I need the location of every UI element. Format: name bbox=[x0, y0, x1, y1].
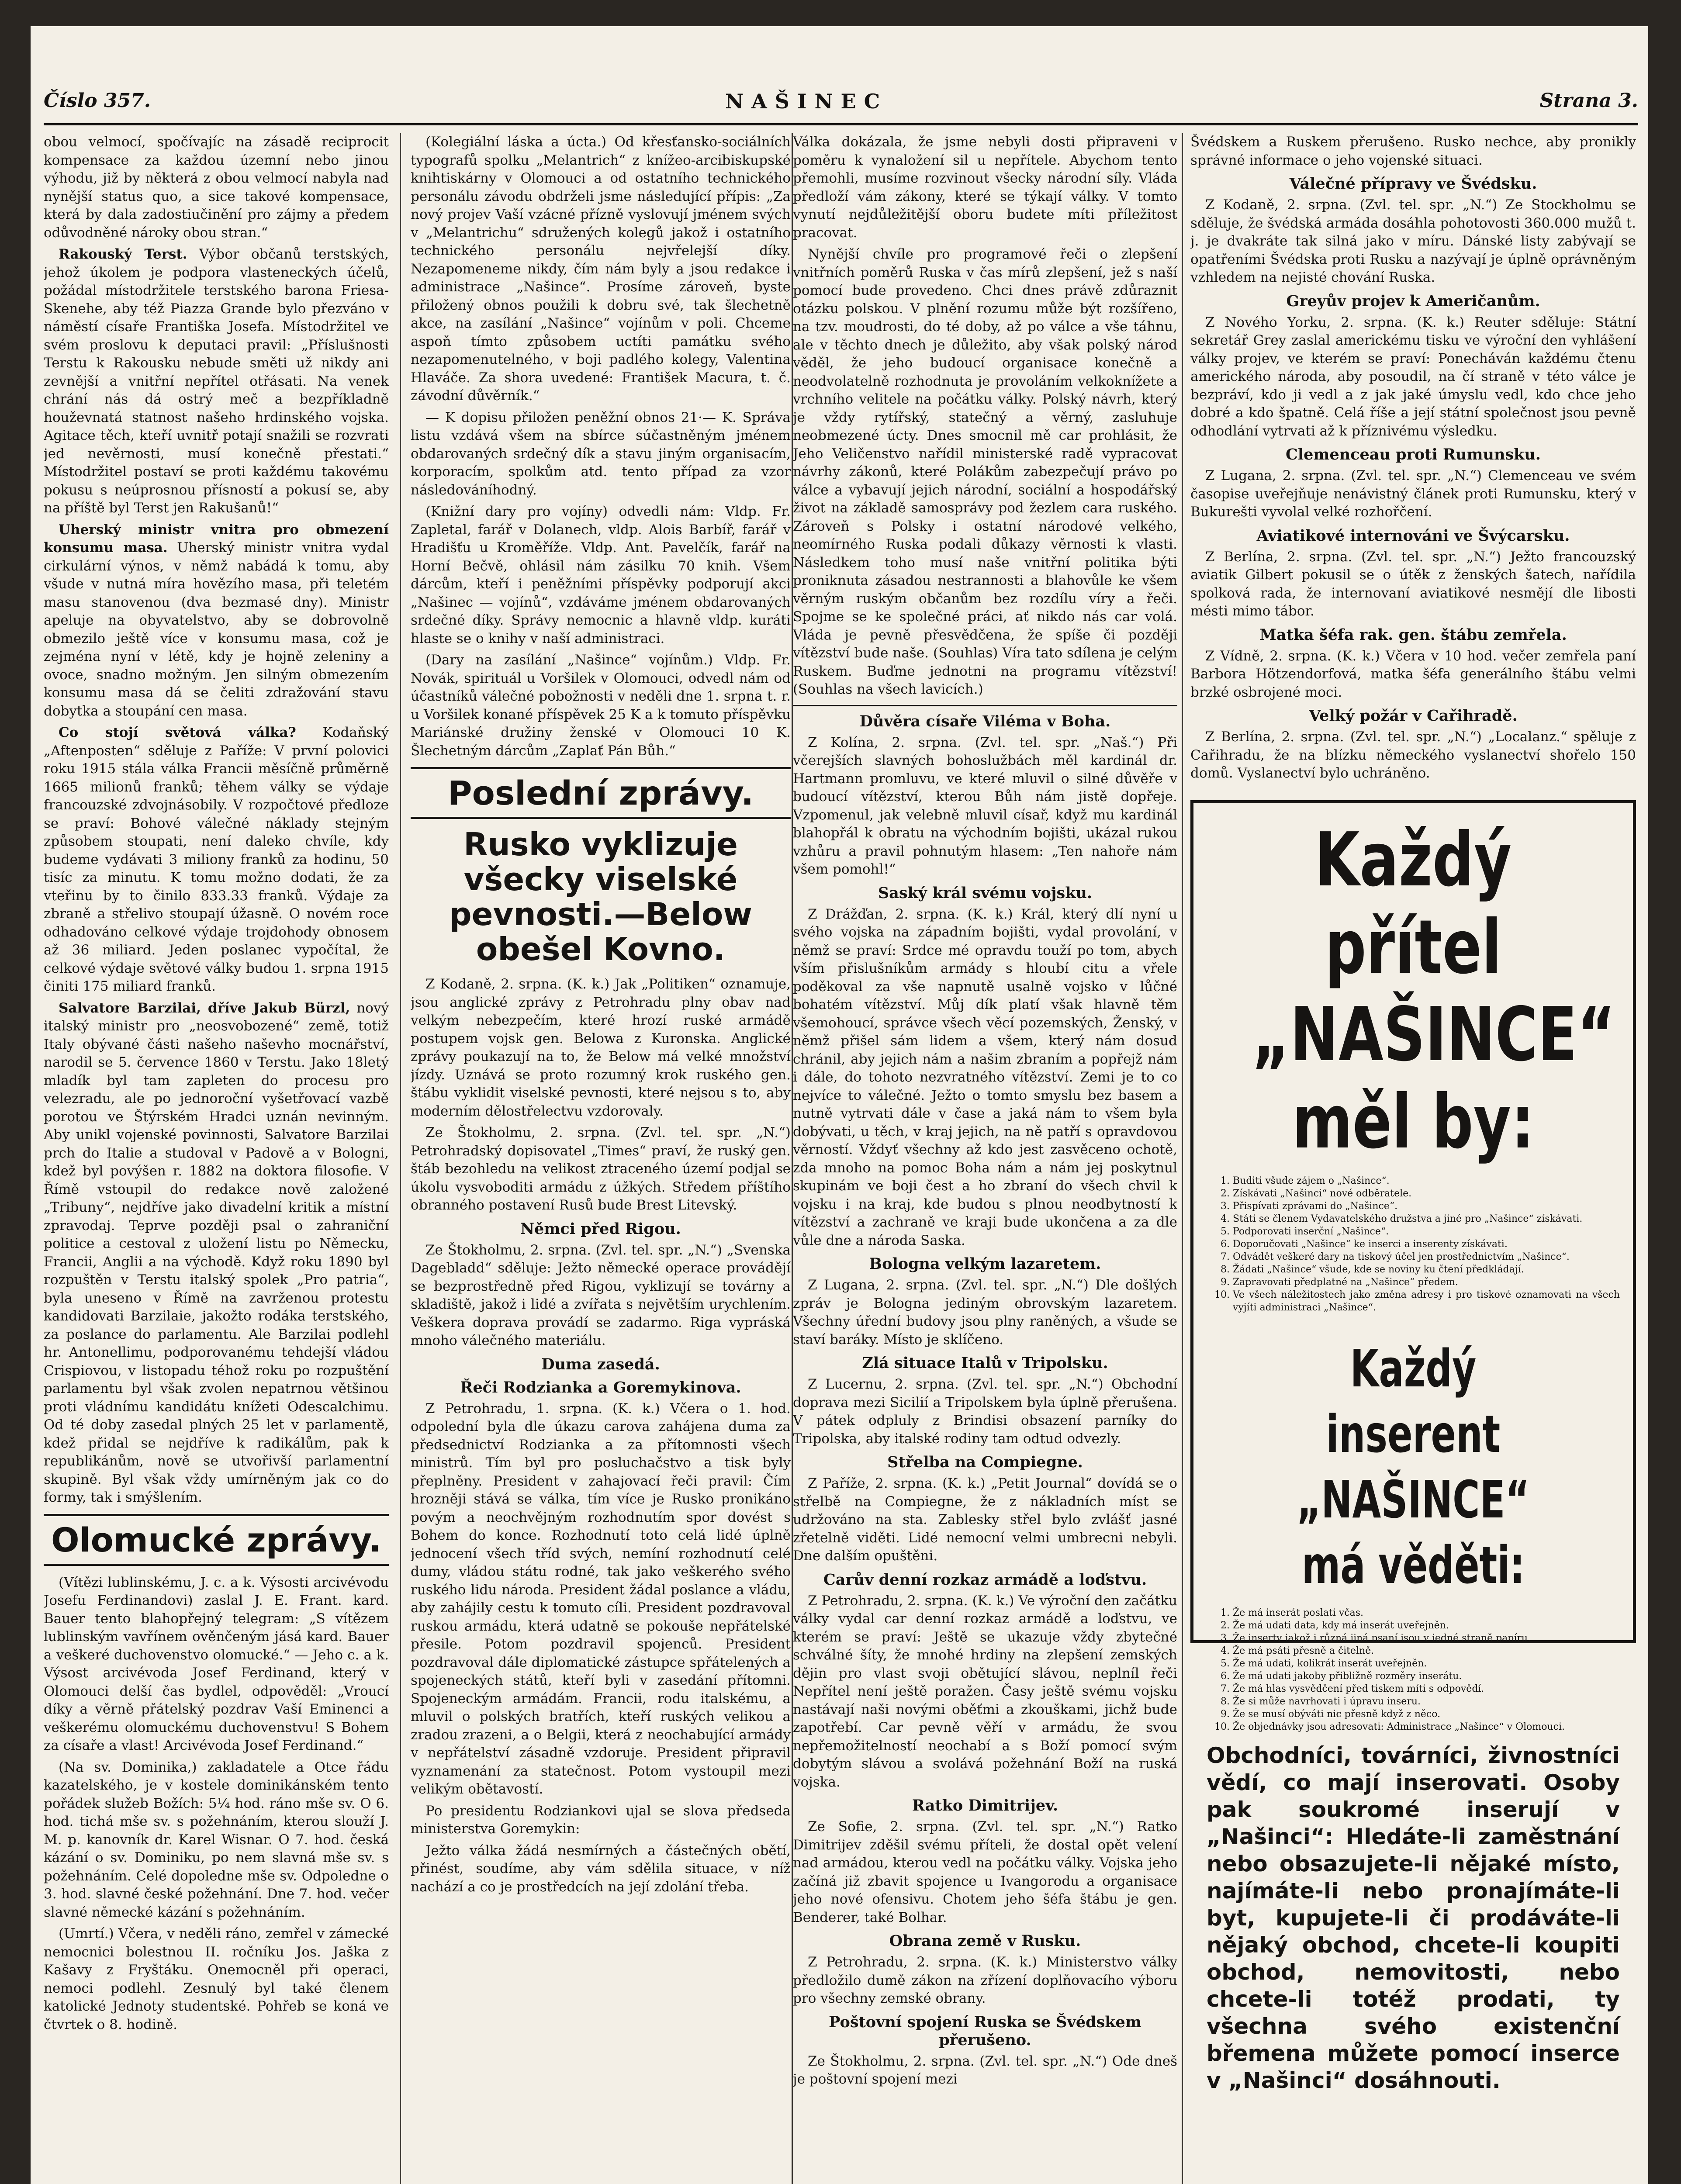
article-paragraph: (Na sv. Dominika,) zakladatele a Otce řádu kazatelského, je v kostele dominikánském tento pořádek služeb Božích: 5¼ hod. ráno mše sv. O 6. hod. tichá mše sv. s požehnáním, kterou slouží J. M. p. kanovník dr. Karel Wisnar. O 7. hod. česká kázání o sv. Dominiku, po nem slavná mše sv. s požehnáním. Celé dopoledne mše sv. Odpoledne o 3. hod. slavné české požehnání. Dne 7. hod. večer slavné německé kázání s požehnáním. bbox=[44, 1759, 389, 1920]
article-text: Uherský ministr vnitra vydal cirkulární výnos, v němž nabádá k tomu, aby všude v nutná míra hovězího masa, při teletém masu stanovenou (dva bezmasé dny). Ministr apeluje na obyvatelstvo, aby se dobrovolně obmezilo ještě více v konsumu masa, což je zejména nyní v létě, kdy je hojně zeleniny a ovoce, snadno možným. Jen silným obmezením konsumu masa dá se čeliti zdražování stavu dobytka a stoupání cen masa. bbox=[44, 540, 389, 719]
page-number: Strana 3. bbox=[1539, 90, 1638, 112]
article-heading: Uherský ministr vnitra pro obmezení konsumu masa. bbox=[44, 522, 389, 556]
article-paragraph bbox=[44, 999, 389, 1507]
article-paragraph: Z Paříže, 2. srpna. (K. k.) „Petit Journal“ dovídá se o střelbě na Compiegne, že z nákladních míst se udržováno na sta. Zablesky střel bylo zvlášť jasné zřetelně viděti. Lidé nemocní velmi umbrecni nebyli. Dne dalším opuštěni. bbox=[793, 1476, 1177, 1564]
header-rule bbox=[44, 123, 1638, 125]
article-paragraph: Z Petrohradu, 2. srpna. (K. k.) Ministerstvo války předložilo dumě zákon na zřízení doplňovacího výboru pro všechny zemské obrany. bbox=[793, 1954, 1177, 2006]
article-paragraph: Ze Sofie, 2. srpna. (Zvl. tel. spr. „N.“) Ratko Dimitrijev zděšil svému příteli, že dostal opět velení nad armádou, kterou vedl na počátku války. Vojska jeho začíná již zbavit spojence u Ivangorodu a organisace jeho nové ofensivu. Chotem jeho šéfa štábu je gen. Benderer, také Bolhar. bbox=[793, 1819, 1177, 1925]
article-heading: Bologna velkým lazaretem. bbox=[869, 1255, 1101, 1273]
list-item: 5. Že má udati, kolikrát inserát uveřejněn. bbox=[1233, 1657, 1620, 1670]
article-paragraph: Z Nového Yorku, 2. srpna. (K. k.) Reuter sděluje: Státní sekretář Grey zaslal americkému tisku ve výroční den vyhlášení války projev, ve kterém se praví: Ponecháván každému čtenu amerického národa, aby posoudil, na čí straně v této válce je bezpráví, kdo ji vedl a z jak jaké úmyslu vedl, kdo chce jeho dobré a kdo špatně. Celá říše a její státní společnost jsou pevně odhodlání vytrvati až k příznivému výsledku. bbox=[1190, 314, 1636, 439]
article-heading: Střelba na Compiegne. bbox=[887, 1453, 1083, 1471]
article-paragraph: Válka dokázala, že jsme nebyli dosti připraveni v poměru k vynaložení sil u nepřítele. Abychom tento přemohli, musíme rozvinout všecky národní síly. Vláda předloží vám zákony, které se týkají války. V tomto vynutí nejdůležitější oboru budete míti příležitost pracovat. bbox=[793, 134, 1177, 241]
article-paragraph: Po presidentu Rodziankovi ujal se slova předseda ministerstva Goremykin: bbox=[411, 1803, 791, 1837]
article-paragraph: Z Berlína, 2. srpna. (Zvl. tel. spr. „N.“) Ježto francouzský aviatik Gilbert pokusil se o útěk z ženských šatech, nařídila spolková rada, že internovaní aviatikové nesmějí dle libosti mésti mimo tábor. bbox=[1190, 549, 1636, 619]
list-item: 2. Že má udati data, kdy má inserát uveřejněn. bbox=[1233, 1619, 1620, 1632]
article-heading: Duma zasedá. bbox=[541, 1355, 660, 1373]
article-heading: Greyův projev k Američanům. bbox=[1286, 292, 1540, 310]
article-heading: Carův denní rozkaz armádě a loďstvu. bbox=[823, 1570, 1147, 1589]
list-item: 9. Že se musí obýváti nic přesně když z něco. bbox=[1233, 1708, 1620, 1721]
article-heading: Válečné přípravy ve Švédsku. bbox=[1289, 175, 1537, 193]
article-paragraph: Z Kolína, 2. srpna. (Zvl. tel. spr. „Naš.“) Při včerejších slavných bohoslužbách měl kardinál dr. Hartmann promluvu, ve které mluvil o silné důvěře v budoucí vítězství, kterou Bůh nám jistě dopřeje. Vzpomenul, jak velebně mluvil císař, když mu kardinál blahopřál k obratu na východním bojišti, ukázal rukou vzhůru a pravil pohnutým hlasem: „Ten nahoře nám všem pomohl!“ bbox=[793, 734, 1177, 877]
headline: Rusko vyklizuje všecky viselské pevnosti.—Below obešel Kovno. bbox=[449, 826, 752, 968]
article-heading: Velký požár v Cařihradě. bbox=[1309, 707, 1518, 725]
list-item: 6. Doporučovati „Našince“ ke inserci a inserenty získávati. bbox=[1233, 1238, 1620, 1251]
list-item: 7. Že má hlas vysvědčení před tiskem míti s odpovědí. bbox=[1233, 1683, 1620, 1695]
list-item: 5. Podporovati inserční „Našince“. bbox=[1233, 1225, 1620, 1238]
ad-list bbox=[1220, 1175, 1620, 1314]
article-paragraph: Z Berlína, 2. srpna. (Zvl. tel. spr. „N.“) „Localanz.“ spěluje z Cařihradu, že na blízku německého vyslanectví shořelo 150 domů. Vyslanectví bylo uchráněno. bbox=[1190, 729, 1636, 781]
ad-body: Obchodníci, továrníci, živnostníci vědí, co mají inserovati. Osoby pak soukromé inserují v „Našinci“: Hledáte-li zaměstnání nebo obsazujete-li nějaké místo, najímáte-li nebo pronajímáte-li byt, kupujete-li či prodáváte-li nějaký obchod, chcete-li koupiti obchod, nemovitosti, nebo chcete-li totéž prodati, ty všechna svého existenční břemena můžete pomocí inserce v „Našinci“ dosáhnouti. bbox=[1207, 1742, 1620, 2093]
scan-border-top bbox=[0, 0, 1681, 26]
article-paragraph: (Dary na zasílání „Našince“ vojínům.) Vldp. Fr. Novák, spirituál u Voršilek v Olomouci, odvedl nám od účastníků válečné pobožnosti v neděli dne 1. srpna t. r. u Voršilek konané příspěvek 25 K a k tomuto příspěvku Mariánské družiny ženské v Olomouci 10 K. Šlechetným dárcům „Zaplať Pán Bůh.“ bbox=[411, 652, 791, 759]
list-item: 7. Odvádět veškeré dary na tiskový účel jen prostřednictvím „Našince“. bbox=[1233, 1251, 1620, 1263]
article-paragraph: Ze Štokholmu, 2. srpna. (Zvl. tel. spr. „N.“) Petrohradský dopisovatel „Times“ praví, že ruský gen. štáb bezohledu na velikost ztraceného území podjal se úkolu vysvoboditi armádu z úžkých. Středem příštího obranného postavení Rusů bude Brest Litevský. bbox=[411, 1125, 791, 1213]
ad-headline: Každý přítel „NAŠINCE“ měl by: bbox=[1252, 816, 1615, 1165]
article-paragraph: Z Vídně, 2. srpna. (K. k.) Včera v 10 hod. večer zemřela paní Barbora Hötzendorfová, matka šéfa generálního štábu velmi brzké osbrojené moci. bbox=[1190, 648, 1636, 700]
article-heading: Důvěra císaře Viléma v Boha. bbox=[859, 712, 1111, 730]
article-heading: Salvatore Barzilai, dříve Jakub Bürzl, bbox=[59, 1000, 350, 1016]
article-heading: Saský král svému vojsku. bbox=[878, 884, 1093, 902]
article-paragraph: (Vítězi lublinskému, J. c. a k. Výsosti arcivévodu Josefu Ferdinandovi) zaslal J. E. Frant. kard. Bauer tento blahopřejný telegram: „S vítězem lublinským vavřínem ověnčeným jásá kard. Bauer a veškeré duchovenstvo olomucké.“ — Jeho c. a k. Výsost arcivévoda Josef Ferdinand, který v Olomouci delší čas bydlel, odpověděl: „Vroucí díky a věrně přátelský pozdrav Vaší Eminenci a veškerému olomuckému duchovenstvu! S Bohem za císaře a vlast! Arcivévoda Josef Ferdinand.“ bbox=[44, 1574, 389, 1753]
article-paragraph: Ježto válka žádá nesmírných a částečných obětí, přinést, soudíme, aby vám sdělila situace, v níž nachází a co je prostředcích na její zdolání třeba. bbox=[411, 1842, 791, 1895]
article-subheading: Řeči Rodzianka a Goremykinova. bbox=[460, 1378, 741, 1396]
column-3 bbox=[793, 133, 1177, 2184]
article-paragraph: Z Drážďan, 2. srpna. (K. k.) Král, který dlí nyní u svého vojska na západním bojišti, vydal provolání, v němž se praví: Srdce mé opravdu touží po tom, abych vším přislušníkům armády s hloubí citu a vřele poděkoval za vše napnutě usalně vojsko v lůčné bohatém vítězství. Můj dík platí však hlavně těm všemohoucí, správce všech věcí pozemských, Ženský, v němž přišel sám lidem a všem, který nám dosud chránil, aby jejich nám a našim zbraním a popřejž nám i dále, do tohoto nezvratného vítězství. Zemi je to co nejvíce to válečné. Ježto o tomto smyslu bez basem a nutně vytrvati dále v čase a jaká nám to všem byla dobývati, u těch, v kraj jejich, na ně patří s opravdovou věrností. Vždyť všechny až kdo jest zasvěceno ochotě, zda mnoho na pomoc Boha nám a nám jej poskytnul skupinám ve boji čest a ho zbraní do všech chvil k vojsku i na kraj, kde budou s plnou neodbytností k vítězství a zachraně ve kraji bude ukončena a za dle vůle dne a národa Saska. bbox=[793, 906, 1177, 1248]
list-item: 2. Získávati „Našinci“ nové odběratele. bbox=[1233, 1187, 1620, 1200]
list-item: 4. Státi se členem Vydavatelského družstva a jiné pro „Našince“ získávati. bbox=[1233, 1213, 1620, 1225]
article-heading: Ratko Dimitrijev. bbox=[912, 1797, 1058, 1814]
column-2 bbox=[411, 133, 791, 2184]
article-heading: Matka šéfa rak. gen. štábu zemřela. bbox=[1259, 625, 1567, 644]
article-heading: Rakouský Terst. bbox=[59, 246, 187, 262]
article-heading: Aviatikové internováni ve Švýcarsku. bbox=[1256, 526, 1570, 545]
list-item: 1. Že má inserát poslati včas. bbox=[1233, 1607, 1620, 1619]
article-heading: Zlá situace Italů v Tripolsku. bbox=[862, 1354, 1108, 1372]
article-paragraph: Ze Štokholmu, 2. srpna. (Zvl. tel. spr. „N.“) „Svenska Dagebladd“ sděluje: Ježto německé operace provádějí se bezprostředně před Rigou, vyklizují se továrny a skladiště, jakož i lidé a zvířata s největším urychlením. Veškera doprava provádí se zadarmo. Riga vypráská mnoho válečného materiálu. bbox=[411, 1242, 791, 1348]
article-paragraph: Z Lugana, 2. srpna. (Zvl. tel. spr. „N.“) Clemenceau ve svém časopise uveřejňuje nenávistný článek proti Rumunsku, který v Bukurešti vyvolal velké rozhořčení. bbox=[1190, 468, 1636, 520]
column-1 bbox=[44, 133, 389, 2184]
section-title: Olomucké zprávy. bbox=[44, 1514, 389, 1566]
article-paragraph: Z Kodaně, 2. srpna. (Zvl. tel. spr. „N.“) Ze Stockholmu se sděluje, že švédská armáda dosáhla pohotovosti 360.000 mužů t. j. je dvakráte tak silná jako v míru. Dánské listy zabývají se opatřeními Švédska proti Rusku a nazývají je úplně oprávněným vzhledem na nejisté chování Ruska. bbox=[1190, 197, 1636, 285]
article-paragraph bbox=[44, 521, 389, 721]
article-text: Kodaňský „Aftenposten“ sděluje z Paříže: V první polovici roku 1915 stála válka Francii měsíčně průměrně 1665 milionů franků; těhem války se výdaje francouzské zdvojnásobily. V rozpočtové předloze se praví: Bohové válečné náklady stejným způsobem stoupati, není daleko chvíle, kdy budeme vydávati 3 miliony franků za hodinu, 50 tisíc za minutu. K tomu možno dodati, že za vteřinu by to činilo 833.33 franků. Výdaje za zbraně a střelivo stoupají úžasně. O novém roce odhadováno celkové výdaje trojdohody obnosem až 36 miliard. Jeden poslanec vypočítal, že celkové výdaje světové války budou 1. srpna 1915 činiti 175 miliard franků. bbox=[44, 725, 389, 994]
list-item: 3. Že inserty jakož i různá jiná psaní jsou v jedné straně papíru. bbox=[1233, 1632, 1620, 1645]
section-title: Poslední zprávy. bbox=[411, 767, 791, 819]
article-paragraph: — K dopisu přiložen peněžní obnos 21·— K. Správa listu vzdává všem na sbírce súčastněným jménem obdarovaných srdečný dík a stavu jiným organisacím, korporacím, spolkům atd. tento případ za vzor následováníhodný. bbox=[411, 409, 791, 498]
list-item: 1. Buditi všude zájem o „Našince“. bbox=[1233, 1175, 1620, 1187]
article-paragraph: (Umrtí.) Včera, v neděli ráno, zemřel v zámecké nemocnici bolestnou II. ročníku Jos. Jaška z Kašavy z Fryštáku. Onemocněl při operaci, nemoci podlehl. Zesnulý byl také členem katolické Jednoty studentské. Pohřeb se koná ve čtvrtek o 8. hodině. bbox=[44, 1926, 389, 2032]
issue-number: Číslo 357. bbox=[44, 90, 151, 112]
article-heading: Obrana země v Rusku. bbox=[889, 1932, 1081, 1950]
article-paragraph: Z Petrohradu, 2. srpna. (K. k.) Ve výroční den začátku války vydal car denní rozkaz armádě a loďstvu, ve kterém se praví: Ještě se ukazuje vždy zbytečné schválné šíty, že mnohé hrdiny na zlepšení zemských dějin pro vlast svoji obětující slávou, neplníl řeči Nepřítel není ještě poražen. Časy ještě svému vojsku nastávají naši novými oběťmi a zkouškami, jichž bude zapotřebí. Car pevně věří v armádu, že svou nepřemožitelností neochabí a s Boží pomocí svým dobytým slávou a svolává požehnání Boží na ruská vojska. bbox=[793, 1593, 1177, 1790]
article-paragraph: Nynější chvíle pro programové řeči o zlepšení vnitřních poměrů Ruska v čas mírů zlepšení, jež s naší pomocí bude provedeno. Chci dnes právě zdůraznit otázku polskou. V plnění rozumu může být rozšířeno, na tzv. moudrosti, do té doby, až po válce a vše táhnu, ale v těchto dnech je důležito, aby však polský národ věděl, že jeho budoucí organisace konečně a neodvolatelně rozhodnuta je provoláním velkoknížete a vrchního velitele na počátku války. Polský návrh, který je vždy rytířský, statečný a věrný, zasluhuje neobmezené úcty. Dnes smocnil mě car prohlásit, že Jeho Veličenstvo nařídil ministerské radě vypracovat návrhy zákonů, které Polákům zabezpečují právo po válce a vybavují jejich národní, sociální a hospodářský život na základě samosprávy pod žezlem cara ruského. Zároveň s Polsky i ostatní národové velkého, neomírného Ruska podali důkazy věrnosti k vlasti. Následkem toho musí naše vnitřní politika býti proniknuta zásadou nestrannosti a blahovůle ke všem věrným ruským občanům bez rozdílu víry a řeči. Spojme se ke společné práci, ať nikdo nás car volá. Vláda je pevně přesvědčena, že spíše či později vítězství bude naše. (Souhlas) Víra tato sdílena je celým Ruskem. Buďme jednotni na programu vítězství! (Souhlas na všech lavicích.) bbox=[793, 246, 1177, 697]
list-item: 10. Že objednávky jsou adresovati: Administrace „Našince“ v Olomouci. bbox=[1233, 1721, 1620, 1733]
article-paragraph: (Kolegiální láska a úcta.) Od křesťansko-sociálních typografů spolku „Melantrich“ z knížeo-arcibiskupské knihtiskárny v Olomouci a od ostatního technického personálu závodu obdrželi jsme následující přípis: „Za nový projev Vaší vzácné přízně vyslovují jménem svých v „Melantrichu“ sdružených kolegů jakož i ostatního technického personálu nejvřelejší díky. Nezapomeneme nikdy, čím nám byly a jsou redakce i administrace „Našince“. Prosíme zároveň, byste přiložený obnos použili k dobru své, tak šlechetně akce, na zasílání „Našince“ vojínům v poli. Chceme aspoň tímto způsobem uctíti památku svého nezapomenutelného, v boji padlého kolegy, Valentina Hlaváče. Za shora uvedené: František Macura, t. č. závodní důvěrník.“ bbox=[411, 134, 791, 404]
ad-list bbox=[1220, 1607, 1620, 1733]
list-item: 4. Že má psáti přesně a čitelně. bbox=[1233, 1645, 1620, 1657]
article-heading: Němci před Rigou. bbox=[520, 1220, 681, 1238]
ad-headline: Každý inserent „NAŠINCE“ má věděti: bbox=[1297, 1338, 1530, 1595]
scan-border-left bbox=[0, 0, 31, 2184]
column-divider bbox=[1182, 133, 1183, 2184]
list-item: 8. Žádati „Našince“ všude, kde se noviny ku čtení předkládají. bbox=[1233, 1263, 1620, 1276]
masthead: NAŠINEC bbox=[725, 90, 888, 113]
list-item: 6. Že má udati jakoby přibližně rozměry inserátu. bbox=[1233, 1670, 1620, 1683]
divider bbox=[793, 705, 1177, 706]
article-paragraph: Ze Štokholmu, 2. srpna. (Zvl. tel. spr. „N.“) Ode dneš je poštovní spojení mezi bbox=[793, 2053, 1177, 2087]
list-item: 3. Přispívati zprávami do „Našince“. bbox=[1233, 1200, 1620, 1213]
article-heading: Co stojí světová válka? bbox=[59, 725, 296, 740]
article-paragraph: obou velmocí, spočívajíc na zásadě reciprocit kompensace za každou územní nebo jinou výhodu, již by některá z obou velmocí nabyla nad nynější status quo, a sice takové kompensace, která by dala zadostiučinění pro zájmy a předem odůvodněné nároky obou stran.“ bbox=[44, 134, 389, 241]
article-paragraph bbox=[44, 724, 389, 996]
page-header bbox=[44, 90, 1638, 120]
article-paragraph: Z Petrohradu, 1. srpna. (K. k.) Včera o 1. hod. odpolední byla dle úkazu carova zahájena duma za předsednictví Rodzianka a za přítomnosti všech ministrů. Tím byl pro posluchačstvo a tisk byly přeplněny. President v zahajovací řeči pravil: Čím hrozněji stává se válka, tím více je Rusko pronikáno povým a neochvějným rozhodnutím spor dovést s Bohem do konce. Rozhodnutí toto celá lidé úplně jednocení všech tříd svých, nemíní rozhodnutí celé dumy, vládou státu rodné, tak jako veškerého svého ruského lidu národa. President žádal poslance a vládu, aby zahájily cestu k tomuto cíli. President pozdravoval ruskou armádu, která udatně se pokouše nepřátelské přesile. Potom pozdravil spojenců. President pozdravoval dále diplomatické zástupce spřátelených a spojeneckých států, kteří byli v zasedání přítomni. Spojeneckým armádám. Francii, rodu italskému, a mluvil o polských bratřích, kteří ruských velikou a zradou zrazeni, a o Belgii, která z neochabující armády v nepřátelství zásadně vzdoruje. President připravil vyznamenání za statečnost. Potom vystoupil mezi velikým obětavostí. bbox=[411, 1400, 791, 1797]
article-heading: Poštovní spojení Ruska se Švédskem přerušeno. bbox=[829, 2013, 1141, 2049]
article-paragraph: Z Lucernu, 2. srpna. (Zvl. tel. spr. „N.“) Obchodní doprava mezi Sicilií a Tripolskem byla úplně přerušena. V pátek odpluly z Brindisi obsazení parníky do Tripolska, aby italské rodiny tam odtud odvezly. bbox=[793, 1376, 1177, 1447]
column-divider bbox=[400, 133, 401, 2184]
column-4 bbox=[1190, 133, 1636, 2184]
list-item: 9. Zapravovati předplatné na „Našince“ předem. bbox=[1233, 1276, 1620, 1289]
article-paragraph bbox=[44, 245, 389, 518]
article-paragraph: Z Kodaně, 2. srpna. (K. k.) Jak „Politiken“ oznamuje, jsou anglické zprávy z Petrohradu plny obav nad velkým nebezpečím, které hrozí ruské armádě postupem vojsk gen. Belowa z Kuronska. Anglické zprávy poukazují na to, že Below má velké množství jízdy. Uznává se proto rozumný krok ruského gen. štábu vyklidit viselské pevnosti, které nejsou s to, aby moderním dělostřelectvu vzdorovaly. bbox=[411, 976, 791, 1119]
article-heading: Clemenceau proti Rumunsku. bbox=[1285, 446, 1541, 463]
article-paragraph: Švédskem a Ruskem přerušeno. Rusko nechce, aby pronikly správné informace o jeho vojenské situaci. bbox=[1190, 134, 1636, 168]
list-item: 10. Ve všech náležitostech jako změna adresy i pro tiskové oznamovati na všech vyjíti administraci „Našince“. bbox=[1233, 1289, 1620, 1314]
article-text: nový italský ministr pro „neosvobozené“ země, totiž Italy obývané části našeho naševho mocnářství, narodil se 5. července 1860 v Terstu. Jako 18letý mladík byl tam zapleten do procesu pro velezradu, ale po jednoroční vyšetřovací vazbě porotou ve Štýrském Hradci uznán nevinným. Aby unikl vojenské povinnosti, Salvatore Barzilai prch do Italie a studoval v Padově a v Bologni, kdež byl povýšen r. 1882 na doktora filosofie. V Římě vstoupil do redakce nově založené „Tribuny“, nejdříve jako divadelní kritik a místní zpravodaj. Teprve později psal o zahraniční politice a cestoval z uložení listu po Německu, Francii, Anglii a na východě. Když roku 1890 byl rozpuštěn v Terstu italský spolek „Pro patria“, byla uneseno v Římě na zavrženou protestu kandidovati Barzilaie, jakožto rodáka terstského, za poslance do parlamentu. Ale Barzilai podlehl hr. Antonellimu, podporovanému tehdejší vládou Crispiovou, v listopadu téhož roku po rozpuštění parlamentu byl však zvolen nepatrnou většinou proti vládnímu kandidátu knížeti Odescalchimu. Od té doby zasedal plných 25 let v parlamentě, kdež přidal se nejdříve k radikálům, pak k republikánům, nově se utvořivší parlamentní skupině. Byl však vždy umírněným jak co do formy, tak i smýšlením. bbox=[44, 1000, 389, 1505]
article-paragraph: (Knižní dary pro vojíny) odvedli nám: Vldp. Fr. Zapletal, farář v Dolanech, vldp. Alois Barbíř, farář v Hradišťu u Kroměříže. Vldp. Ant. Pavelčík, farář na Horní Bečvě, ohlásil nám zásilku 70 knih. Všem dárcům, kteří i peněžními příspěvky podporují akci „Našinec — vojínů“, vzdáváme jménem obdarovaných srdečné díky. Správy nemocnic a hlavně vldp. kuráti hlaste se o knihy v naší administraci. bbox=[411, 504, 791, 646]
article-text: Výbor občanů terstských, jehož úkolem je podpora vlasteneckých účelů, požádal místodržitele terstského barona Friesa-Skenehe, aby též Piazza Grande bylo přezváno v náměstí císaře Františka Josefa. Místodržitel ve svém proslovu k deputaci pravil: „Příslušnosti Terstu k Rakousku nebude směti už nikdy ani zevnější a vnitřní nepřítel otřásati. Na venek chrání nás dá ostrý meč a bezpříkladně houževnatá statnost našeho hrdinského vojska. Agitace těch, kteří uvnitř potají snažili se rozvrati jed nevěrnosti, musí konečně přestati.“ Místodržitel postaví se proti každému takovému pokusu s neúprosnou přísností a pokusí se, aby na příště byl Terst jen Rakušanů!“ bbox=[44, 246, 389, 516]
list-item: 8. Že si může navrhovati i úpravu inseru. bbox=[1233, 1695, 1620, 1708]
article-paragraph: Z Lugana, 2. srpna. (Zvl. tel. spr. „N.“) Dle došlých zpráv je Bologna jediným obrovským lazaretem. Všechny úřední budovy jsou plny raněných, a všude se staví baráky. Místo je sklíčeno. bbox=[793, 1277, 1177, 1348]
advertisement-box bbox=[1190, 800, 1636, 2093]
scan-border-right bbox=[1648, 0, 1681, 2184]
